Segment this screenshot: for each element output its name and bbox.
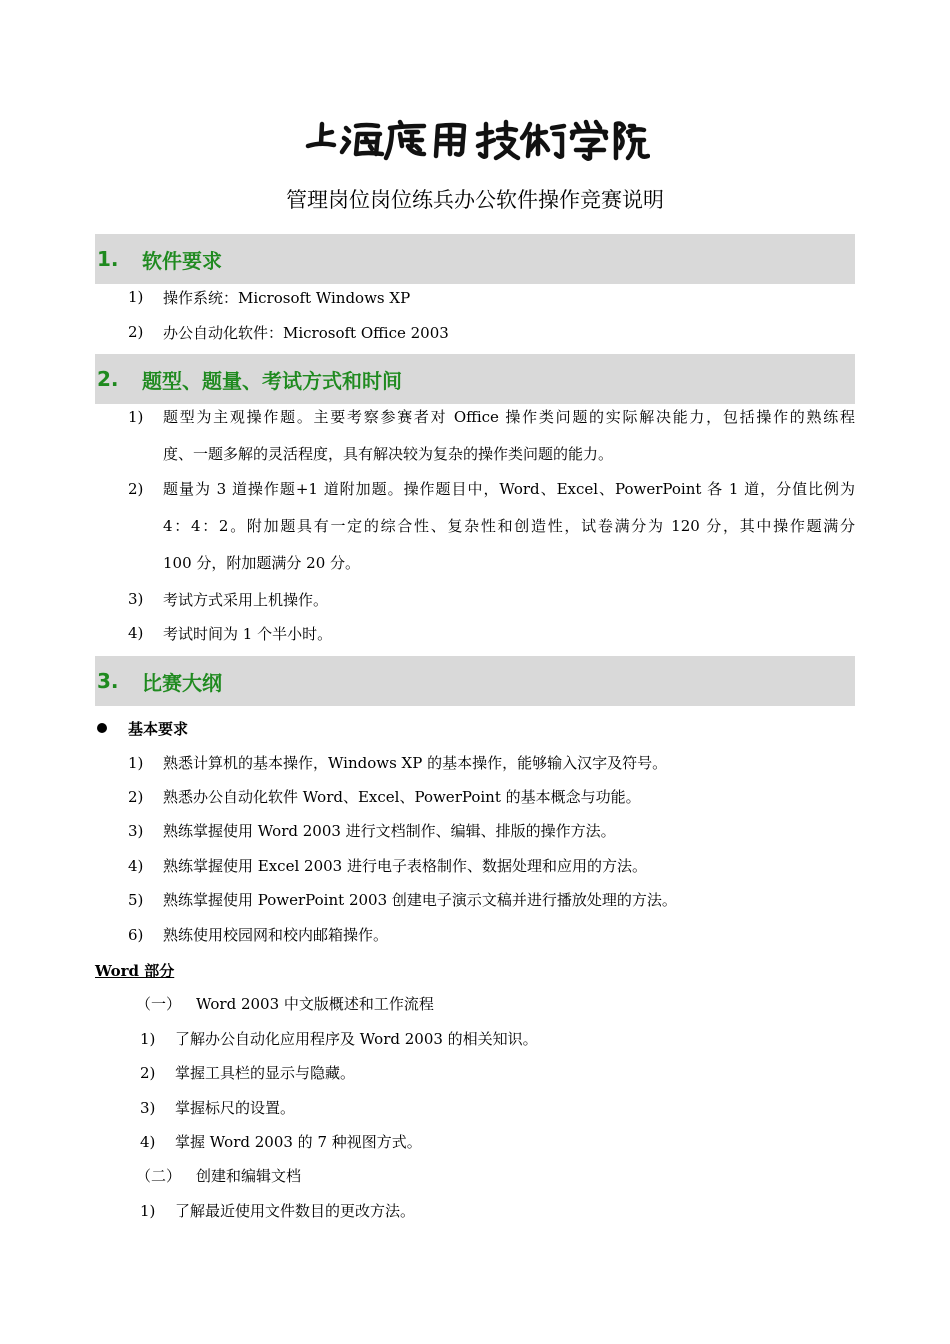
list-item-number: 1) bbox=[128, 288, 144, 306]
bullet-icon bbox=[97, 723, 107, 733]
paragraph-line: 度、一题多解的灵活程度，具有解决较为复杂的操作类问题的能力。 bbox=[163, 445, 614, 463]
list-item-text: 熟悉计算机的基本操作，Windows XP 的基本操作，能够输入汉字及符号。 bbox=[163, 754, 668, 772]
list-item-text: 掌握标尺的设置。 bbox=[175, 1099, 296, 1117]
word-part-heading: Word 部分 bbox=[95, 962, 175, 980]
section-heading-1 bbox=[95, 234, 855, 284]
school-logo bbox=[300, 112, 650, 164]
section-title: 比赛大纲 bbox=[142, 670, 222, 695]
paragraph-line: 题量为 3 道操作题+1 道附加题。操作题目中，Word、Excel、PowerPoint 各 1 道，分值比例为 bbox=[163, 480, 855, 498]
list-item-text: 熟悉办公自动化软件 Word、Excel、PowerPoint 的基本概念与功能。 bbox=[163, 788, 641, 806]
basic-requirements-label: 基本要求 bbox=[128, 720, 189, 738]
list-item-number: 3) bbox=[140, 1099, 156, 1117]
section-title: 软件要求 bbox=[142, 248, 222, 273]
section-number: 2. bbox=[97, 367, 119, 391]
list-item-number: 1) bbox=[140, 1030, 156, 1048]
subsection-number: （一） bbox=[136, 995, 182, 1013]
list-item-text: 办公自动化软件：Microsoft Office 2003 bbox=[163, 324, 449, 342]
list-item-text: 熟练掌握使用 Word 2003 进行文档制作、编辑、排版的操作方法。 bbox=[163, 822, 616, 840]
section-title: 题型、题量、考试方式和时间 bbox=[142, 368, 402, 393]
list-item-number: 3) bbox=[128, 590, 144, 608]
list-item-number: 4) bbox=[128, 624, 144, 642]
list-item-number: 5) bbox=[128, 891, 144, 909]
section-heading-2 bbox=[95, 354, 855, 404]
section-number: 3. bbox=[97, 669, 119, 693]
list-item-text: 了解最近使用文件数目的更改方法。 bbox=[175, 1202, 416, 1220]
list-item-number: 2) bbox=[140, 1064, 156, 1082]
list-item-number: 4) bbox=[128, 857, 144, 875]
list-item-text: 熟练掌握使用 Excel 2003 进行电子表格制作、数据处理和应用的方法。 bbox=[163, 857, 647, 875]
document-title: 管理岗位岗位练兵办公软件操作竞赛说明 bbox=[286, 188, 664, 212]
calligraphy-logo-icon bbox=[300, 112, 650, 164]
paragraph-line: 100 分，附加题满分 20 分。 bbox=[163, 554, 361, 572]
list-item-number: 2) bbox=[128, 480, 144, 498]
section-heading-3 bbox=[95, 656, 855, 706]
list-item-text: 熟练掌握使用 PowerPoint 2003 创建电子演示文稿并进行播放处理的方法。 bbox=[163, 891, 677, 909]
list-item-text: 考试方式采用上机操作。 bbox=[163, 591, 329, 609]
list-item-text: 掌握工具栏的显示与隐藏。 bbox=[175, 1064, 356, 1082]
list-item-number: 2) bbox=[128, 323, 144, 341]
paragraph-line: 题型为主观操作题。主要考察参赛者对 Office 操作类问题的实际解决能力，包括操作的熟练程 bbox=[163, 408, 855, 426]
list-item-number: 1) bbox=[128, 754, 144, 772]
list-item-text: 熟练使用校园网和校内邮箱操作。 bbox=[163, 926, 389, 944]
list-item-text: 考试时间为 1 个半小时。 bbox=[163, 625, 333, 643]
list-item-text: 操作系统：Microsoft Windows XP bbox=[163, 289, 411, 307]
subsection-number: （二） bbox=[136, 1167, 182, 1185]
list-item-text: 了解办公自动化应用程序及 Word 2003 的相关知识。 bbox=[175, 1030, 538, 1048]
section-number: 1. bbox=[97, 247, 119, 271]
list-item-number: 6) bbox=[128, 926, 144, 944]
list-item-number: 3) bbox=[128, 822, 144, 840]
paragraph-line: 4：4：2。附加题具有一定的综合性、复杂性和创造性，试卷满分为 120 分，其中操作题满分 bbox=[163, 517, 855, 535]
list-item-number: 2) bbox=[128, 788, 144, 806]
list-item-text: 掌握 Word 2003 的 7 种视图方式。 bbox=[175, 1133, 422, 1151]
list-item-number: 1) bbox=[128, 408, 144, 426]
list-item-number: 1) bbox=[140, 1202, 156, 1220]
subsection-title: 创建和编辑文档 bbox=[196, 1167, 302, 1185]
list-item-number: 4) bbox=[140, 1133, 156, 1151]
subsection-title: Word 2003 中文版概述和工作流程 bbox=[196, 995, 434, 1013]
